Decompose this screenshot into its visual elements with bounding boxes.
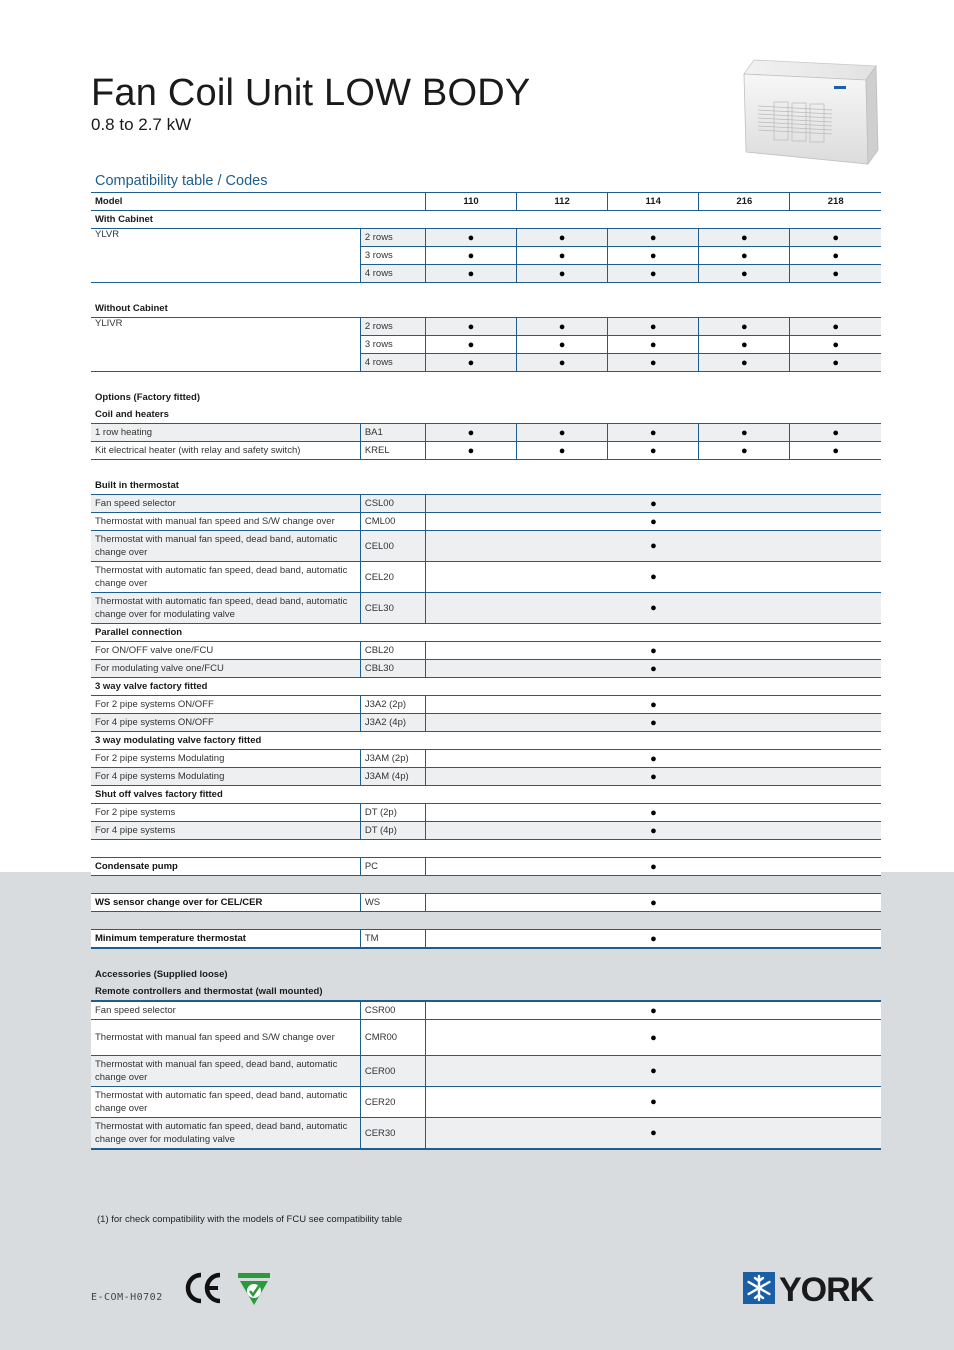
group-without-cabinet: Without Cabinet — [91, 300, 881, 318]
option-code: J3AM (4p) — [360, 768, 425, 786]
dot-216: ● — [699, 424, 790, 442]
compatibility-dot: ● — [425, 768, 881, 786]
option-code: CBL30 — [360, 660, 425, 678]
dot-110: ● — [425, 336, 516, 354]
option-code: CER30 — [360, 1118, 425, 1150]
dot-218: ● — [790, 265, 881, 283]
row-count: 3 rows — [360, 247, 425, 265]
dot-110: ● — [425, 442, 516, 460]
option-code: CML00 — [360, 513, 425, 531]
dot-112: ● — [517, 229, 608, 247]
compatibility-dot: ● — [425, 714, 881, 732]
option-code: CEL20 — [360, 562, 425, 593]
dot-114: ● — [608, 336, 699, 354]
option-code: J3A2 (2p) — [360, 696, 425, 714]
table-row — [91, 894, 881, 912]
option-description: For 2 pipe systems ON/OFF — [91, 696, 360, 714]
compatibility-dot: ● — [425, 1001, 881, 1020]
row-count: 2 rows — [360, 318, 425, 336]
dot-114: ● — [608, 265, 699, 283]
table-row — [91, 1020, 881, 1056]
dot-218: ● — [790, 424, 881, 442]
option-code: PC — [360, 858, 425, 876]
dot-112: ● — [517, 442, 608, 460]
group-3-way-modulating-valve: 3 way modulating valve factory fitted — [91, 732, 881, 750]
group-remote-controllers: Remote controllers and thermostat (wall mounted) — [91, 983, 881, 1001]
model-header: Model — [91, 193, 425, 211]
option-code: CER20 — [360, 1087, 425, 1118]
compatibility-dot: ● — [425, 822, 881, 840]
row-count: 3 rows — [360, 336, 425, 354]
table-row — [91, 768, 881, 786]
group-with-cabinet: With Cabinet — [91, 211, 881, 229]
table-row — [91, 513, 881, 531]
compatibility-dot: ● — [425, 894, 881, 912]
row-count: 4 rows — [360, 354, 425, 372]
dot-218: ● — [790, 247, 881, 265]
dot-112: ● — [517, 318, 608, 336]
dot-216: ● — [699, 247, 790, 265]
table-row — [91, 750, 881, 768]
document-code: E-COM-H0702 — [91, 1292, 163, 1303]
table-row — [91, 1087, 881, 1118]
option-description: For modulating valve one/FCU — [91, 660, 360, 678]
compatibility-dot: ● — [425, 696, 881, 714]
option-description: Minimum temperature thermostat — [91, 930, 360, 949]
dot-114: ● — [608, 424, 699, 442]
compatibility-dot: ● — [425, 930, 881, 949]
row-count: 2 rows — [360, 229, 425, 247]
model-218-header: 218 — [790, 193, 881, 211]
dot-216: ● — [699, 354, 790, 372]
option-description: 1 row heating — [91, 424, 360, 442]
option-description: For 4 pipe systems — [91, 822, 360, 840]
compatibility-dot: ● — [425, 593, 881, 624]
dot-114: ● — [608, 442, 699, 460]
dot-218: ● — [790, 229, 881, 247]
option-description: Thermostat with manual fan speed, dead band, automatic change over — [91, 531, 360, 562]
option-description: Thermostat with manual fan speed, dead band, automatic change over — [91, 1056, 360, 1087]
table-row — [91, 562, 881, 593]
option-code: CBL20 — [360, 642, 425, 660]
dot-218: ● — [790, 336, 881, 354]
table-row — [91, 318, 881, 336]
york-wordmark: YORK — [779, 1271, 874, 1306]
option-description: For ON/OFF valve one/FCU — [91, 642, 360, 660]
option-code: DT (4p) — [360, 822, 425, 840]
certification-logo-icon — [236, 1271, 272, 1307]
york-logo — [743, 1270, 885, 1306]
table-row — [91, 531, 881, 562]
dot-110: ● — [425, 265, 516, 283]
option-description: Thermostat with manual fan speed and S/W change over — [91, 513, 360, 531]
dot-110: ● — [425, 318, 516, 336]
compatibility-dot: ● — [425, 642, 881, 660]
option-code: BA1 — [360, 424, 425, 442]
table-row — [91, 1056, 881, 1087]
model-name: YLIVR — [91, 318, 360, 372]
dot-112: ● — [517, 424, 608, 442]
dot-216: ● — [699, 336, 790, 354]
option-code: KREL — [360, 442, 425, 460]
dot-216: ● — [699, 265, 790, 283]
option-code: J3A2 (4p) — [360, 714, 425, 732]
dot-110: ● — [425, 354, 516, 372]
option-description: Thermostat with manual fan speed and S/W change over — [91, 1020, 360, 1056]
option-code: CSR00 — [360, 1001, 425, 1020]
option-code: CER00 — [360, 1056, 425, 1087]
option-code: CEL30 — [360, 593, 425, 624]
group-parallel-connection: Parallel connection — [91, 624, 881, 642]
group-shut-off-valves: Shut off valves factory fitted — [91, 786, 881, 804]
option-code: CSL00 — [360, 495, 425, 513]
ce-mark-icon — [184, 1271, 224, 1305]
table-row — [91, 593, 881, 624]
table-row — [91, 822, 881, 840]
table-row — [91, 1001, 881, 1020]
table-row — [91, 229, 881, 247]
option-description: Thermostat with automatic fan speed, dead band, automatic change over — [91, 1087, 360, 1118]
option-description: Thermostat with automatic fan speed, dead band, automatic change over — [91, 562, 360, 593]
dot-112: ● — [517, 336, 608, 354]
table-row — [91, 1118, 881, 1150]
dot-114: ● — [608, 247, 699, 265]
option-code: CMR00 — [360, 1020, 425, 1056]
compatibility-dot: ● — [425, 1020, 881, 1056]
table-row — [91, 424, 881, 442]
group-accessories: Accessories (Supplied loose) — [95, 969, 228, 980]
option-code: DT (2p) — [360, 804, 425, 822]
row-count: 4 rows — [360, 265, 425, 283]
dot-216: ● — [699, 318, 790, 336]
dot-112: ● — [517, 265, 608, 283]
compatibility-dot: ● — [425, 804, 881, 822]
compatibility-dot: ● — [425, 858, 881, 876]
table-row — [91, 660, 881, 678]
model-216-header: 216 — [699, 193, 790, 211]
page-title: Fan Coil Unit LOW BODY — [91, 72, 531, 114]
compatibility-dot: ● — [425, 1118, 881, 1150]
group-built-in-thermostat: Built in thermostat — [91, 477, 881, 495]
compatibility-dot: ● — [425, 660, 881, 678]
option-description: For 4 pipe systems Modulating — [91, 768, 360, 786]
table-row — [91, 714, 881, 732]
table-row — [91, 495, 881, 513]
option-description: Thermostat with automatic fan speed, dead band, automatic change over for modulating valve — [91, 1118, 360, 1150]
table-row — [91, 696, 881, 714]
option-description: Kit electrical heater (with relay and safety switch) — [91, 442, 360, 460]
dot-110: ● — [425, 229, 516, 247]
model-name: YLVR — [91, 229, 360, 283]
compatibility-dot: ● — [425, 562, 881, 593]
dot-218: ● — [790, 318, 881, 336]
model-110-header: 110 — [425, 193, 516, 211]
dot-110: ● — [425, 424, 516, 442]
option-description: Fan speed selector — [91, 1001, 360, 1020]
footnote: (1) for check compatibility with the models of FCU see compatibility table — [97, 1214, 403, 1225]
dot-216: ● — [699, 442, 790, 460]
option-code: CEL00 — [360, 531, 425, 562]
dot-110: ● — [425, 247, 516, 265]
option-description: Thermostat with automatic fan speed, dead band, automatic change over for modulating valve — [91, 593, 360, 624]
table-row — [91, 858, 881, 876]
option-description: Fan speed selector — [91, 495, 360, 513]
option-description: Condensate pump — [91, 858, 360, 876]
dot-218: ● — [790, 442, 881, 460]
dot-218: ● — [790, 354, 881, 372]
table-row — [91, 642, 881, 660]
dot-114: ● — [608, 354, 699, 372]
dot-216: ● — [699, 229, 790, 247]
model-114-header: 114 — [608, 193, 699, 211]
model-112-header: 112 — [517, 193, 608, 211]
dot-112: ● — [517, 354, 608, 372]
group-coil-heaters: Coil and heaters — [91, 406, 881, 424]
option-description: For 2 pipe systems Modulating — [91, 750, 360, 768]
compatibility-dot: ● — [425, 1087, 881, 1118]
group-options: Options (Factory fitted) — [95, 392, 201, 403]
compatibility-dot: ● — [425, 531, 881, 562]
table-row — [91, 930, 881, 949]
option-description: For 4 pipe systems ON/OFF — [91, 714, 360, 732]
compatibility-dot: ● — [425, 513, 881, 531]
group-3-way-valve: 3 way valve factory fitted — [91, 678, 881, 696]
table-header-row — [91, 193, 881, 211]
dot-114: ● — [608, 318, 699, 336]
compatibility-dot: ● — [425, 1056, 881, 1087]
option-description: WS sensor change over for CEL/CER — [91, 894, 360, 912]
fan-coil-unit-image — [740, 56, 882, 168]
dot-114: ● — [608, 229, 699, 247]
table-row — [91, 804, 881, 822]
section-title: Compatibility table / Codes — [95, 173, 268, 189]
compatibility-dot: ● — [425, 750, 881, 768]
option-code: TM — [360, 930, 425, 949]
compatibility-table — [91, 192, 881, 1150]
compatibility-dot: ● — [425, 495, 881, 513]
table-row — [91, 442, 881, 460]
option-code: WS — [360, 894, 425, 912]
page-subtitle: 0.8 to 2.7 kW — [91, 115, 192, 134]
dot-112: ● — [517, 247, 608, 265]
option-code: J3AM (2p) — [360, 750, 425, 768]
option-description: For 2 pipe systems — [91, 804, 360, 822]
